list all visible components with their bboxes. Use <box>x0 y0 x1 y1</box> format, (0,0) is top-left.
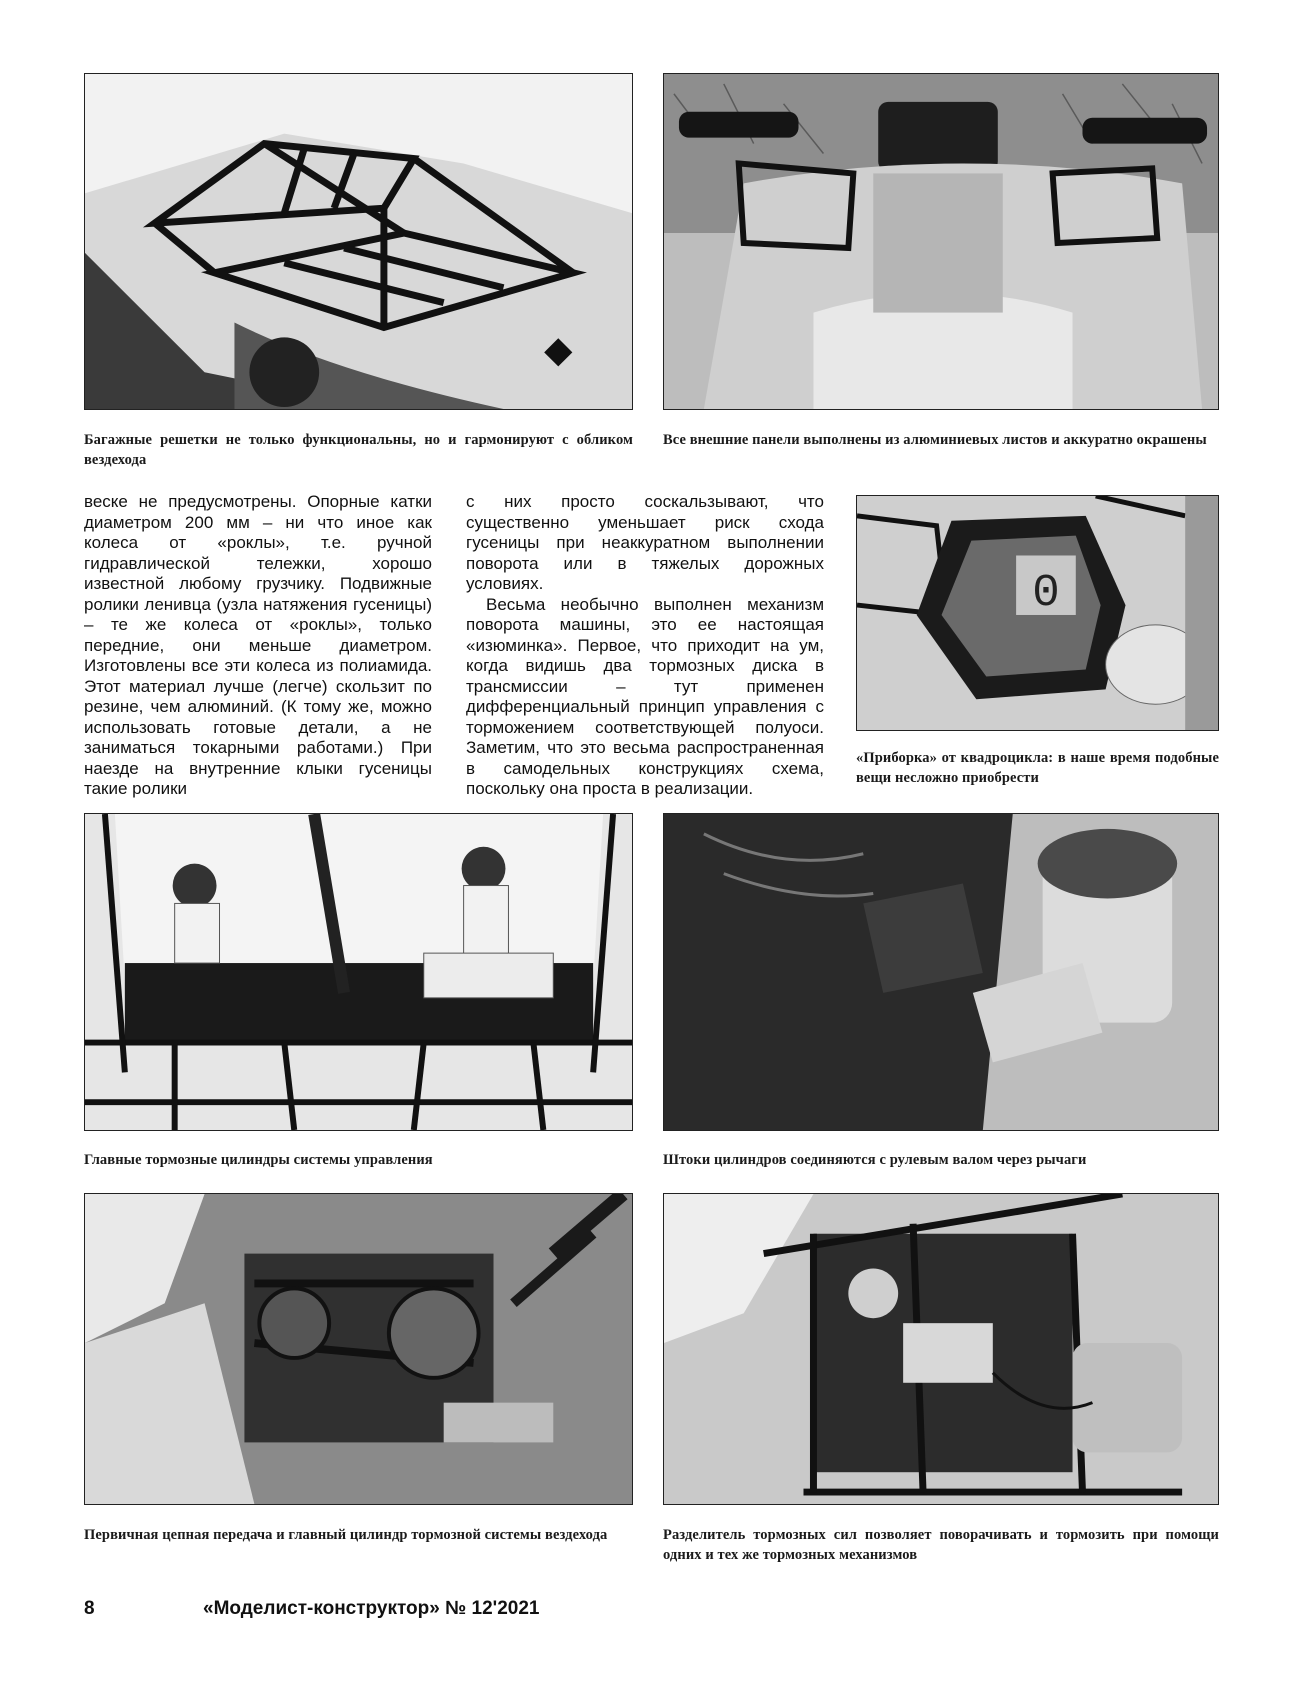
article-column-1 <box>84 492 432 800</box>
photo-luggage-rack <box>84 73 633 410</box>
page-number: 8 <box>84 1598 95 1619</box>
photo-cylinder-rods <box>663 813 1219 1131</box>
caption-cylinder-rods: Штоки цилиндров соединяются с рулевым валом через рычаги <box>663 1152 1087 1168</box>
caption-chain-drive: Первичная цепная передача и главный цилиндр тормозной системы вездехода <box>84 1527 608 1543</box>
photo-chain-drive <box>84 1193 633 1505</box>
caption-brake-splitter: Разделитель тормозных сил позволяет поворачивать и тормозить при помощи одних и тех же тормозных механизмов <box>663 1527 1219 1563</box>
photo-front-panels <box>663 73 1219 410</box>
caption-front-panels: Все внешние панели выполнены из алюминиевых листов и аккуратно окрашены <box>663 432 1207 448</box>
column-2-paragraph-1: с них просто соскальзывают, что существенно уменьшает риск схода гусеницы при неаккуратном выполнении поворота или в тяжелых дорожных условиях. <box>466 492 824 593</box>
photo-dashboard <box>856 495 1219 731</box>
column-2-paragraph-2: Весьма необычно выполнен механизм поворота машины, это ее настоящая «изюминка». Первое, что приходит на ум, когда видишь два тормозных диска в трансмиссии – тут применен дифференциальный принцип управления с торможением соответствующей полуоси. Заметим, что это весьма распространенная в самодельных конструкциях схема, поскольку она проста в реализации. <box>466 594 824 798</box>
caption-brake-cylinders: Главные тормозные цилиндры системы управления <box>84 1152 433 1168</box>
photo-brake-splitter <box>663 1193 1219 1505</box>
article-column-2 <box>466 492 824 800</box>
caption-dashboard: «Приборка» от квадроцикла: в наше время подобные вещи несложно приобрести <box>856 750 1219 786</box>
photo-brake-cylinders <box>84 813 633 1131</box>
magazine-title: «Моделист-конструктор» № 12'2021 <box>203 1598 540 1619</box>
column-1-text: веске не предусмотрены. Опорные катки диаметром 200 мм – ни что иное как колеса от «роклы», т.е. ручной гидравлической тележки, хорошо известной любому грузчику. Подвижные ролики ленивца (узла натяжения гусеницы) – те же колеса от «роклы», только передние, они меньше диаметром. Изготовлены все эти колеса из полиамида. Этот материал лучше (легче) скользит по резине, чем алюминий. (К тому же, можно использовать готовые детали, а не заниматься токарными работами.) При наезде на внутренние клыки гусеницы такие ролики <box>84 492 432 798</box>
caption-luggage-rack: Багажные решетки не только функциональны, но и гармонируют с обликом вездехода <box>84 432 633 468</box>
svg-text:0: 0 <box>1032 567 1060 620</box>
